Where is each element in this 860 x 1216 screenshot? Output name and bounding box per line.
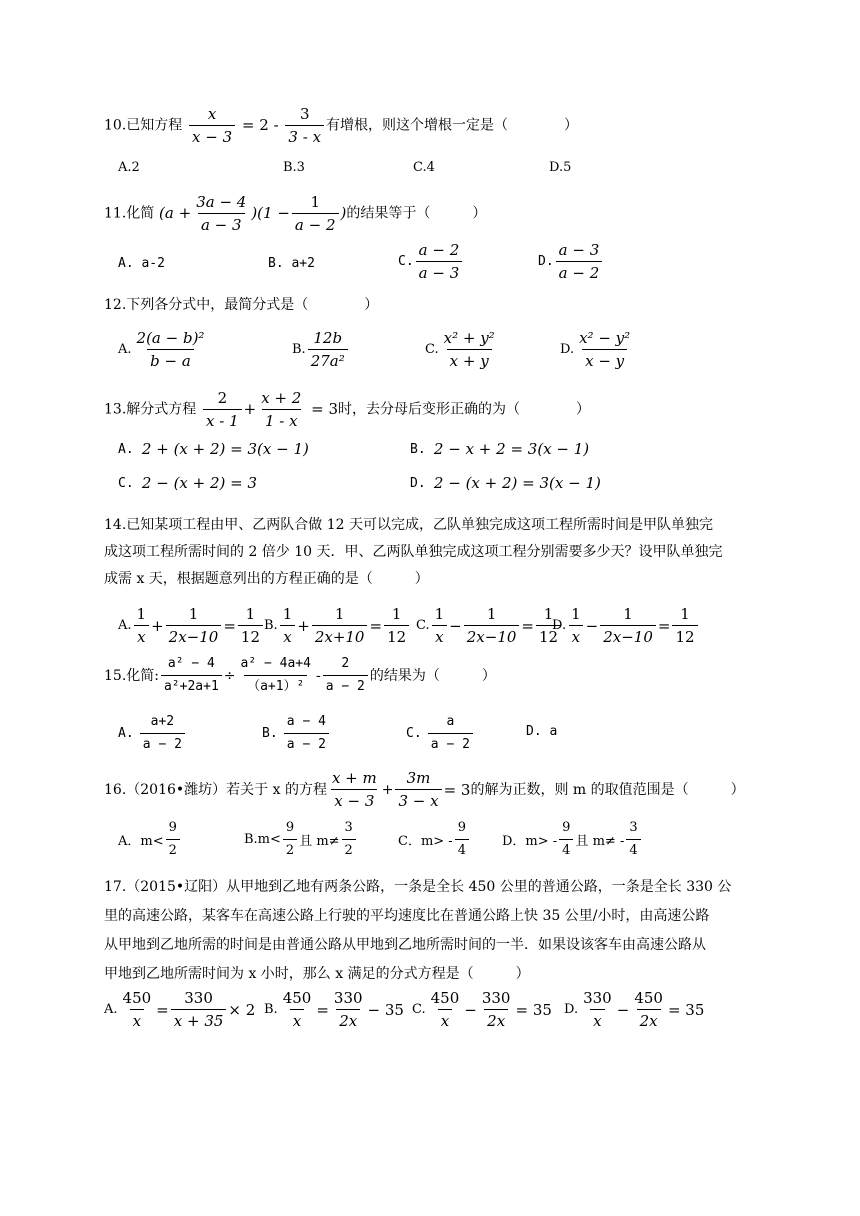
question-17-line-2: 里的高速公路，某客车在高速公路上行驶的平均速度比在普通公路上快 35 公里/小时，由高速公路 bbox=[104, 908, 710, 924]
q11-prefix: 11.化简 bbox=[104, 205, 155, 222]
question-14-line-1: 14.已知某项工程由甲、乙两队合做 12 天可以完成，乙队单独完成这项工程所需时间是甲队单独完 bbox=[104, 517, 713, 533]
question-12: 12.下列各分式中，最简分式是（ ） bbox=[104, 297, 379, 313]
q10-option-b[interactable]: B.3 bbox=[283, 160, 305, 175]
q12-option-d[interactable]: D. $\frac{\text{x² − y²}}{x - y}$ bbox=[560, 329, 631, 370]
q10-option-a[interactable]: A.2 bbox=[118, 160, 140, 175]
q13-option-a[interactable]: A. 2 + (x + 2) = 3(x − 1) bbox=[118, 440, 309, 458]
question-17-line-1: 17.（2015•辽阳）从甲地到乙地有两条公路，一条是全长 450 公里的普通公路，一条是全长 330 公 bbox=[104, 879, 732, 895]
q10-option-c[interactable]: C.4 bbox=[413, 160, 435, 175]
question-15: 15.化简: $\frac{\text{a² − 4}}{\text{a²+2a+1}}$ ÷ $\frac{\text{a² − 4a+4}}{\text{（a+1）²}}$ - $\frac{2}{a - 2}$ 的结果为（ ） bbox=[104, 654, 496, 697]
q16-suffix: 的解为正数，则 m 的取值范围是（ ） bbox=[470, 781, 745, 798]
q17-option-b[interactable]: B. $\frac{450}{x}$ = $\frac{330}{2x}$ − 35 bbox=[264, 989, 404, 1030]
question-17-line-4: 甲地到乙地所需时间为 x 小时，那么 x 满足的分式方程是（ ） bbox=[104, 966, 530, 982]
q16-option-a[interactable]: A．m< $\frac{9}{2}$ bbox=[118, 818, 182, 861]
q15-suffix: 的结果为（ ） bbox=[369, 667, 496, 684]
q16-option-d[interactable]: D．m> - $\frac{9}{4}$ 且 m≠ - $\frac{3}{4}$ bbox=[502, 818, 643, 861]
q11-fraction-1: $\frac{3a - 4}{a - 3}$ bbox=[196, 193, 247, 234]
q11-option-c[interactable]: C. $\frac{a - 2}{a - 3}$ bbox=[398, 240, 464, 283]
q10-prefix: 10.已知方程 bbox=[104, 117, 183, 134]
q14-option-a[interactable]: A. $\frac{1}{x}$ + $\frac{1}{2x-10}$ = $\frac{1}{12}$ bbox=[118, 604, 265, 647]
q17-option-a[interactable]: A. $\frac{450}{x}$ = $\frac{330}{x + 35}$ × 2 bbox=[104, 989, 256, 1030]
q10-option-d[interactable]: D.5 bbox=[549, 160, 572, 175]
q14-option-c[interactable]: C. $\frac{1}{x}$ − $\frac{1}{2x-10}$ = $\frac{1}{12}$ bbox=[416, 604, 563, 647]
q11-option-b[interactable]: B. a+2 bbox=[268, 256, 315, 271]
question-10: 10.已知方程 $\frac{x}{x - 3}$ = 2 - $\frac{3}{3 - x}$ 有增根，则这个增根一定是（ ） bbox=[104, 105, 579, 146]
q12-option-a[interactable]: A. $\frac{\text{2(a − b)²}}{b - a}$ bbox=[118, 329, 205, 370]
q17-option-c[interactable]: C. $\frac{450}{x}$ − $\frac{330}{2x}$ = 35 bbox=[412, 989, 552, 1030]
q13-option-b[interactable]: B. 2 − x + 2 = 3(x − 1) bbox=[410, 440, 590, 458]
q12-option-b[interactable]: B. $\frac{12b}{\text{27a²}}$ bbox=[292, 328, 350, 371]
q13-fraction-2: $\frac{x + 2}{1 - x}$ bbox=[261, 389, 302, 430]
q15-prefix: 15.化简: bbox=[104, 667, 159, 684]
q13-option-d[interactable]: D. 2 − (x + 2) = 3(x − 1) bbox=[410, 474, 601, 492]
q11-fraction-2: $\frac{1}{a - 2}$ bbox=[292, 192, 339, 235]
question-11: 11.化简 (a + $\frac{3a - 4}{a - 3}$ )(1 − $\frac{1}{a - 2}$ )的结果等于（ ） bbox=[104, 193, 487, 234]
q16-prefix: 16.（2016•潍坊）若关于 x 的方程 bbox=[104, 781, 327, 798]
q10-fraction-1: $\frac{x}{x - 3}$ bbox=[189, 104, 235, 147]
q13-prefix: 13.解分式方程 bbox=[104, 401, 197, 418]
q13-option-c[interactable]: C. 2 − (x + 2) = 3 bbox=[118, 474, 258, 492]
question-14-line-3: 成需 x 天，根据题意列出的方程正确的是（ ） bbox=[104, 571, 429, 587]
question-14-line-2: 成这项工程所需时间的 2 倍少 10 天．甲、乙两队单独完成这项工程分别需要多少天？设甲队单独完 bbox=[104, 544, 723, 560]
q15-option-a[interactable]: A. $\frac{a+2}{a - 2}$ bbox=[118, 712, 187, 755]
question-13: 13.解分式方程 $\frac{2}{x - 1}$ + $\frac{x + 2}{1 - x}$ = 3时，去分母后变形正确的为（ ） bbox=[104, 389, 590, 430]
q11-option-d[interactable]: D. $\frac{a - 3}{a - 2}$ bbox=[538, 240, 604, 283]
q11-suffix: 的结果等于（ ） bbox=[346, 205, 487, 222]
q10-suffix: 有增根，则这个增根一定是（ ） bbox=[326, 117, 579, 134]
q14-option-b[interactable]: B. $\frac{1}{x}$ + $\frac{1}{2x+10}$ = $\frac{1}{12}$ bbox=[264, 604, 411, 647]
q16-option-b[interactable]: B.m< $\frac{9}{2}$ 且 m≠ $\frac{3}{2}$ bbox=[244, 818, 358, 861]
q15-option-d[interactable]: D. a bbox=[526, 724, 558, 739]
q14-option-d[interactable]: D. $\frac{1}{x}$ − $\frac{1}{2x-10}$ = $\frac{1}{12}$ bbox=[552, 604, 700, 647]
q10-fraction-2: $\frac{3}{3 - x}$ bbox=[285, 104, 324, 147]
q11-option-a[interactable]: A. a-2 bbox=[118, 256, 165, 271]
q13-suffix: 时，去分母后变形正确的为（ ） bbox=[338, 401, 590, 418]
q16-option-c[interactable]: C．m> - $\frac{9}{4}$ bbox=[398, 818, 471, 861]
q13-fraction-1: $\frac{2}{x - 1}$ bbox=[203, 388, 242, 431]
q15-option-b[interactable]: B. $\frac{a - 4}{a - 2}$ bbox=[262, 712, 331, 755]
question-16: 16.（2016•潍坊）若关于 x 的方程 $\frac{x + m}{x - 3}$ + $\frac{3m}{3 - x}$ = 3 的解为正数，则 m 的取值范围是（ ） bbox=[104, 769, 745, 810]
question-17-line-3: 从甲地到乙地所需的时间是由普通公路从甲地到乙地所需时间的一半．如果设该客车由高速公路从 bbox=[104, 937, 706, 953]
q12-option-c[interactable]: C. $\frac{\text{x² + y²}}{x + y}$ bbox=[425, 329, 495, 370]
q17-option-d[interactable]: D. $\frac{330}{x}$ − $\frac{450}{2x}$ = 35 bbox=[564, 989, 705, 1030]
q15-option-c[interactable]: C. $\frac{a}{a - 2}$ bbox=[406, 712, 475, 755]
